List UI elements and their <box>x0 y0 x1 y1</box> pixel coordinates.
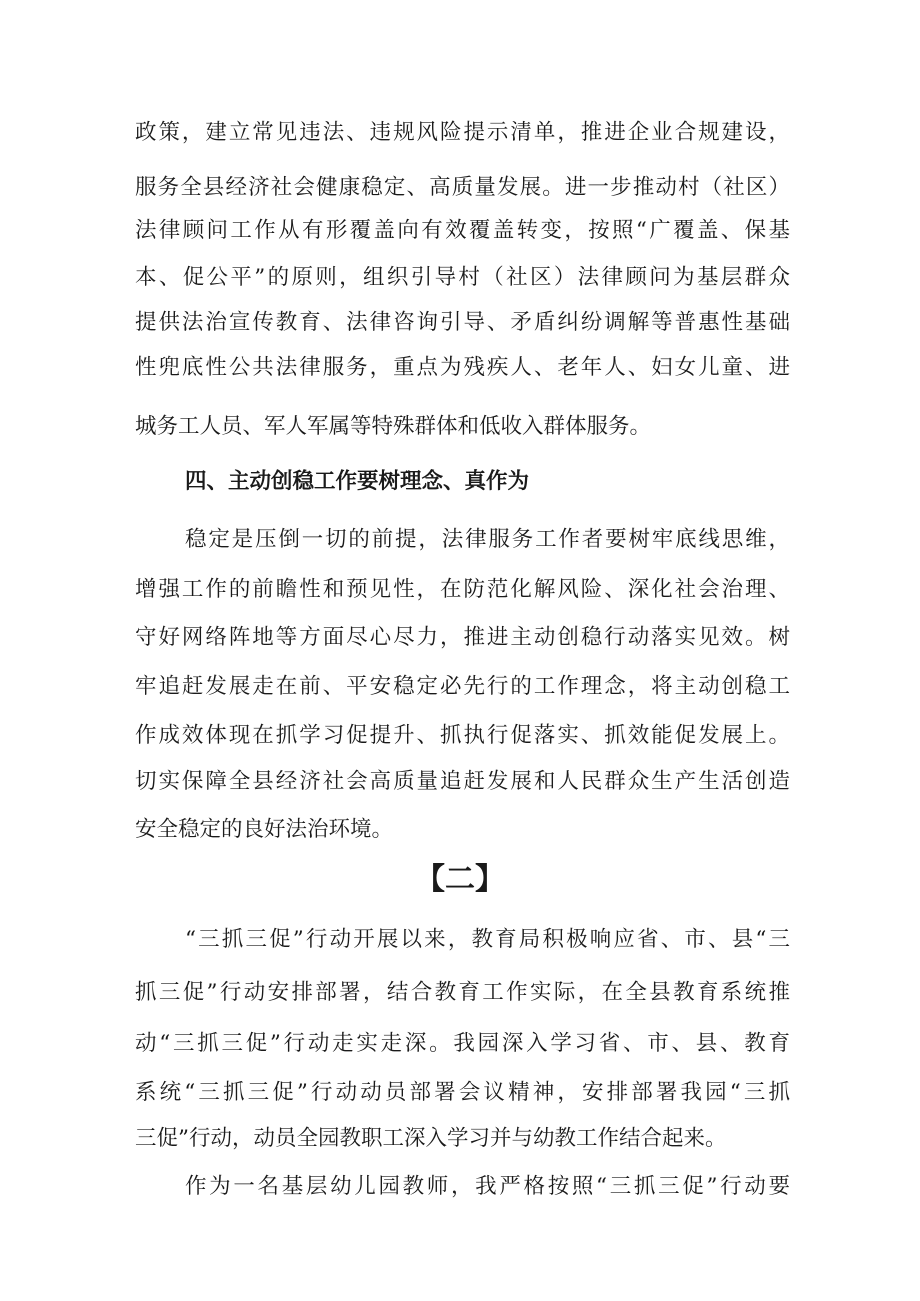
paragraph-line: 守好网络阵地等方面尽心尽力，推进主动创稳行动落实见效。树 <box>135 625 790 650</box>
paragraph-line: 性兜底性公共法律服务，重点为残疾人、老年人、妇女儿童、进 <box>135 355 790 380</box>
paragraph-line: 牢追赶发展走在前、平安稳定必先行的工作理念，将主动创稳工 <box>135 674 790 699</box>
paragraph-line: “三抓三促”行动开展以来，教育局积极响应省、市、县“三 <box>185 927 790 952</box>
paragraph-line: 系统“三抓三促”行动动员部署会议精神，安排部署我园“三抓 <box>135 1080 790 1105</box>
paragraph-line: 政策，建立常见违法、违规风险提示清单，推进企业合规建设， <box>135 120 790 145</box>
paragraph-line: 作成效体现在抓学习促提升、抓执行促落实、抓效能促发展上。 <box>135 723 790 748</box>
paragraph-line: 本、促公平”的原则，组织引导村（社区）法律顾问为基层群众 <box>135 265 790 290</box>
paragraph-line: 作为一名基层幼儿园教师，我严格按照“三抓三促”行动要 <box>185 1174 790 1199</box>
paragraph-line: 稳定是压倒一切的前提，法律服务工作者要树牢底线思维， <box>185 527 790 552</box>
paragraph-line: 切实保障全县经济社会高质量追赶发展和人民群众生产生活创造 <box>135 769 790 794</box>
paragraph-line: 三促”行动，动员全园教职工深入学习并与幼教工作结合起来。 <box>135 1126 727 1151</box>
paragraph-line: 抓三促”行动安排部署，结合教育工作实际，在全县教育系统推 <box>135 980 790 1005</box>
section-title: 【二】 <box>415 862 505 897</box>
paragraph-line: 服务全县经济社会健康稳定、高质量发展。进一步推动村（社区） <box>135 175 790 200</box>
paragraph-line: 法律顾问工作从有形覆盖向有效覆盖转变，按照“广覆盖、保基 <box>135 218 790 243</box>
paragraph-line: 动“三抓三促”行动走实走深。我园深入学习省、市、县、教育 <box>135 1031 790 1056</box>
paragraph-line: 安全稳定的良好法治环境。 <box>135 817 394 842</box>
paragraph-line: 城务工人员、军人军属等特殊群体和低收入群体服务。 <box>135 414 652 439</box>
paragraph-line: 提供法治宣传教育、法律咨询引导、矛盾纠纷调解等普惠性基础 <box>135 310 790 335</box>
section-heading: 四、主动创稳工作要树理念、真作为 <box>185 469 530 494</box>
paragraph-line: 增强工作的前瞻性和预见性，在防范化解风险、深化社会治理、 <box>135 577 790 602</box>
